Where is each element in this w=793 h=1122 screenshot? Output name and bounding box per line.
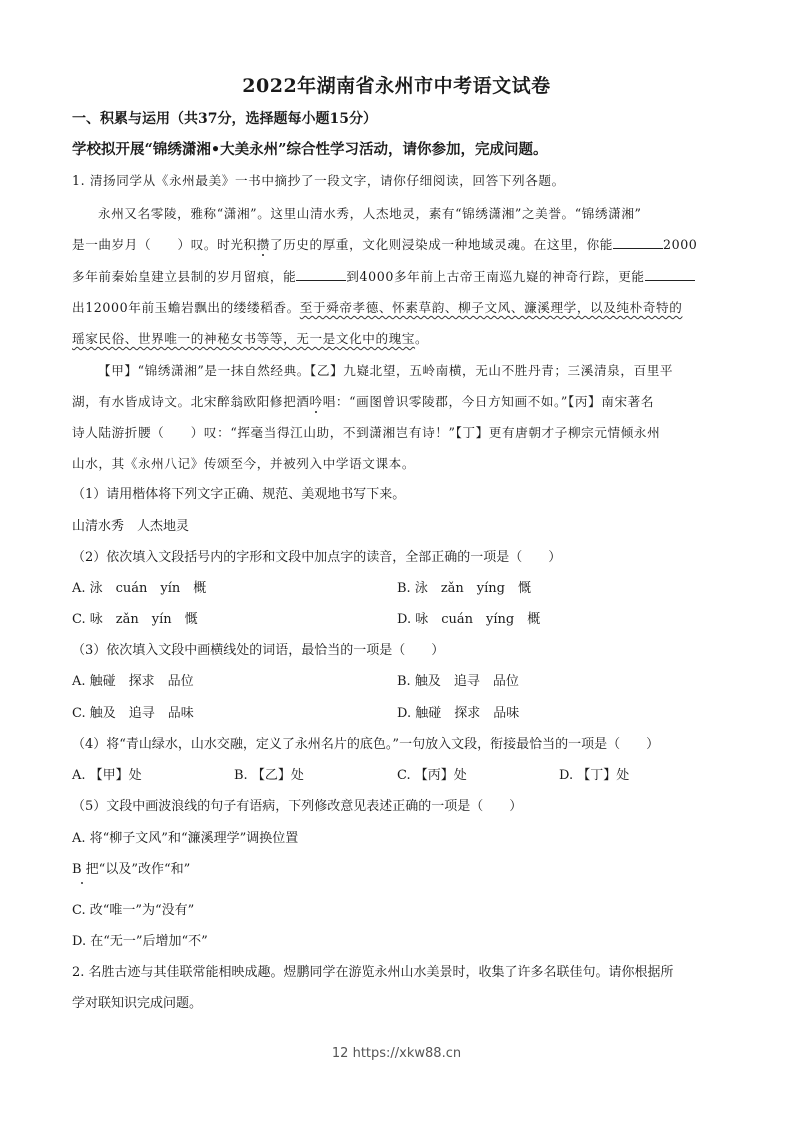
option-b[interactable]: B. 【乙】处 xyxy=(234,768,304,783)
subquestion-1-text: 山清水秀 人杰地灵 xyxy=(72,519,190,534)
question-2-stem: 2. 名胜古迹与其佳联常能相映成趣。煜鹏同学在游览永州山水美景时，收集了许多名联佳句。请你根据所 xyxy=(72,965,674,980)
subquestion-5-stem: （5）文段中画波浪线的句子有语病，下列修改意见表述正确的一项是（ ） xyxy=(72,799,523,814)
option-c[interactable]: C. 触及 追寻 品味 xyxy=(72,706,194,721)
option-d[interactable]: D. 触碰 探求 品味 xyxy=(397,706,520,721)
fill-blank-3 xyxy=(645,268,695,281)
option-a[interactable]: A. 【甲】处 xyxy=(72,768,142,783)
wavy-underlined-sentence: 至于舜帝孝德、怀素草韵、柳子文风、濂溪理学，以及纯朴奇特的 xyxy=(299,300,683,315)
question-1-stem: 1. 清扬同学从《永州最美》一书中摘抄了一段文字，请你仔细阅读，回答下列各题。 xyxy=(72,173,565,188)
passage-line: 【甲】“锦绣潇湘”是一抹自然经典。【乙】九嶷北望，五岭南横，无山不胜丹青；三溪清泉，百里平 xyxy=(98,363,674,378)
page-footer xyxy=(0,1046,793,1061)
activity-heading: 学校拟开展“锦绣潇湘•大美永州”综合性学习活动，请你参加，完成问题。 xyxy=(72,141,548,158)
passage-text: 唱：“画图曾识零陵郡，今日方知画不如。”【丙】南宋著名 xyxy=(322,394,655,409)
option-a[interactable]: A. 触碰 探求 品位 xyxy=(72,674,194,689)
question-2-stem-cont: 学对联知识完成问题。 xyxy=(72,996,203,1011)
wavy-underlined-sentence: 瑶家民俗、世界唯一的神秘女书等等，无一是文化中的瑰宝 xyxy=(72,331,416,346)
dotted-character: 吟 xyxy=(309,394,323,409)
stray-mark xyxy=(81,882,83,884)
option-b[interactable]: B. 触及 追寻 品位 xyxy=(397,674,519,689)
passage-line xyxy=(72,393,654,411)
option-c[interactable]: C. 改“唯一”为“没有” xyxy=(72,903,195,918)
subquestion-3-stem: （3）依次填入文段中画横线处的词语，最恰当的一项是（ ） xyxy=(72,643,445,658)
option-c[interactable]: C. 【丙】处 xyxy=(397,768,467,783)
subquestion-2-stem: （2）依次填入文段括号内的字形和文段中加点字的读音，全部正确的一项是（ ） xyxy=(72,550,562,565)
option-a[interactable]: A. 将“柳子文风”和“濂溪理学”调换位置 xyxy=(72,831,299,846)
option-b[interactable]: B 把“以及”改作“和” xyxy=(72,862,191,877)
passage-line xyxy=(72,330,428,348)
passage-line: 诗人陆游折腰（ ）叹：“挥毫当得江山助，不到潇湘岂有诗！”【丁】更有唐朝才子柳宗元情倾永州 xyxy=(72,425,661,440)
passage-text: 2000 xyxy=(662,237,698,252)
option-b[interactable]: B. 泳 zǎn yíng 慨 xyxy=(397,581,531,596)
fill-blank-2 xyxy=(296,268,346,281)
section-heading: 一、积累与运用（共37分，选择题每小题15分） xyxy=(72,111,377,127)
passage-line xyxy=(72,268,695,286)
page-number: 12 xyxy=(331,1046,349,1061)
passage-text: 湖，有水皆成诗文。北宋醉翁欧阳修把酒 xyxy=(72,394,310,409)
passage-text: 是一曲岁月（ ）叹。时光积 xyxy=(72,237,257,252)
passage-line xyxy=(72,299,682,317)
option-a[interactable]: A. 泳 cuán yín 概 xyxy=(72,581,207,596)
passage-text: 多年前秦始皇建立县制的岁月留痕，能 xyxy=(72,269,297,284)
footer-url[interactable]: https://xkw88.cn xyxy=(352,1046,462,1061)
passage-line xyxy=(72,236,697,254)
dotted-character: 攒 xyxy=(256,237,270,252)
passage-text: 出12000年前玉蟾岩飘出的缕缕稻香。 xyxy=(72,300,300,315)
subquestion-4-stem: （4）将“青山绿水，山水交融，定义了永州名片的底色。”一句放入文段，衔接最恰当的一项是（ ） xyxy=(72,737,660,752)
option-d[interactable]: D. 在“无一”后增加“不” xyxy=(72,934,208,949)
passage-text: 了历史的厚重，文化则浸染成一种地域灵魂。在这里，你能 xyxy=(269,237,613,252)
option-d[interactable]: D. 咏 cuán yíng 概 xyxy=(397,612,541,627)
fill-blank-1 xyxy=(613,236,663,249)
option-d[interactable]: D. 【丁】处 xyxy=(559,768,630,783)
option-c[interactable]: C. 咏 zǎn yín 慨 xyxy=(72,612,198,627)
passage-line: 永州又名零陵，雅称“潇湘”。这里山清水秀，人杰地灵，素有“锦绣潇湘”之美誉。“锦绣潇湘” xyxy=(98,206,642,221)
subquestion-1-stem: （1）请用楷体将下列文字正确、规范、美观地书写下来。 xyxy=(72,487,406,502)
page-title: 2022年湖南省永州市中考语文试卷 xyxy=(242,75,551,97)
passage-line: 山水，其《永州八记》传颂至今，并被列入中学语文课本。 xyxy=(72,456,416,471)
passage-text: 到4000多年前上古帝王南巡九嶷的神奇行踪，更能 xyxy=(346,269,645,284)
passage-text: 。 xyxy=(415,331,429,346)
